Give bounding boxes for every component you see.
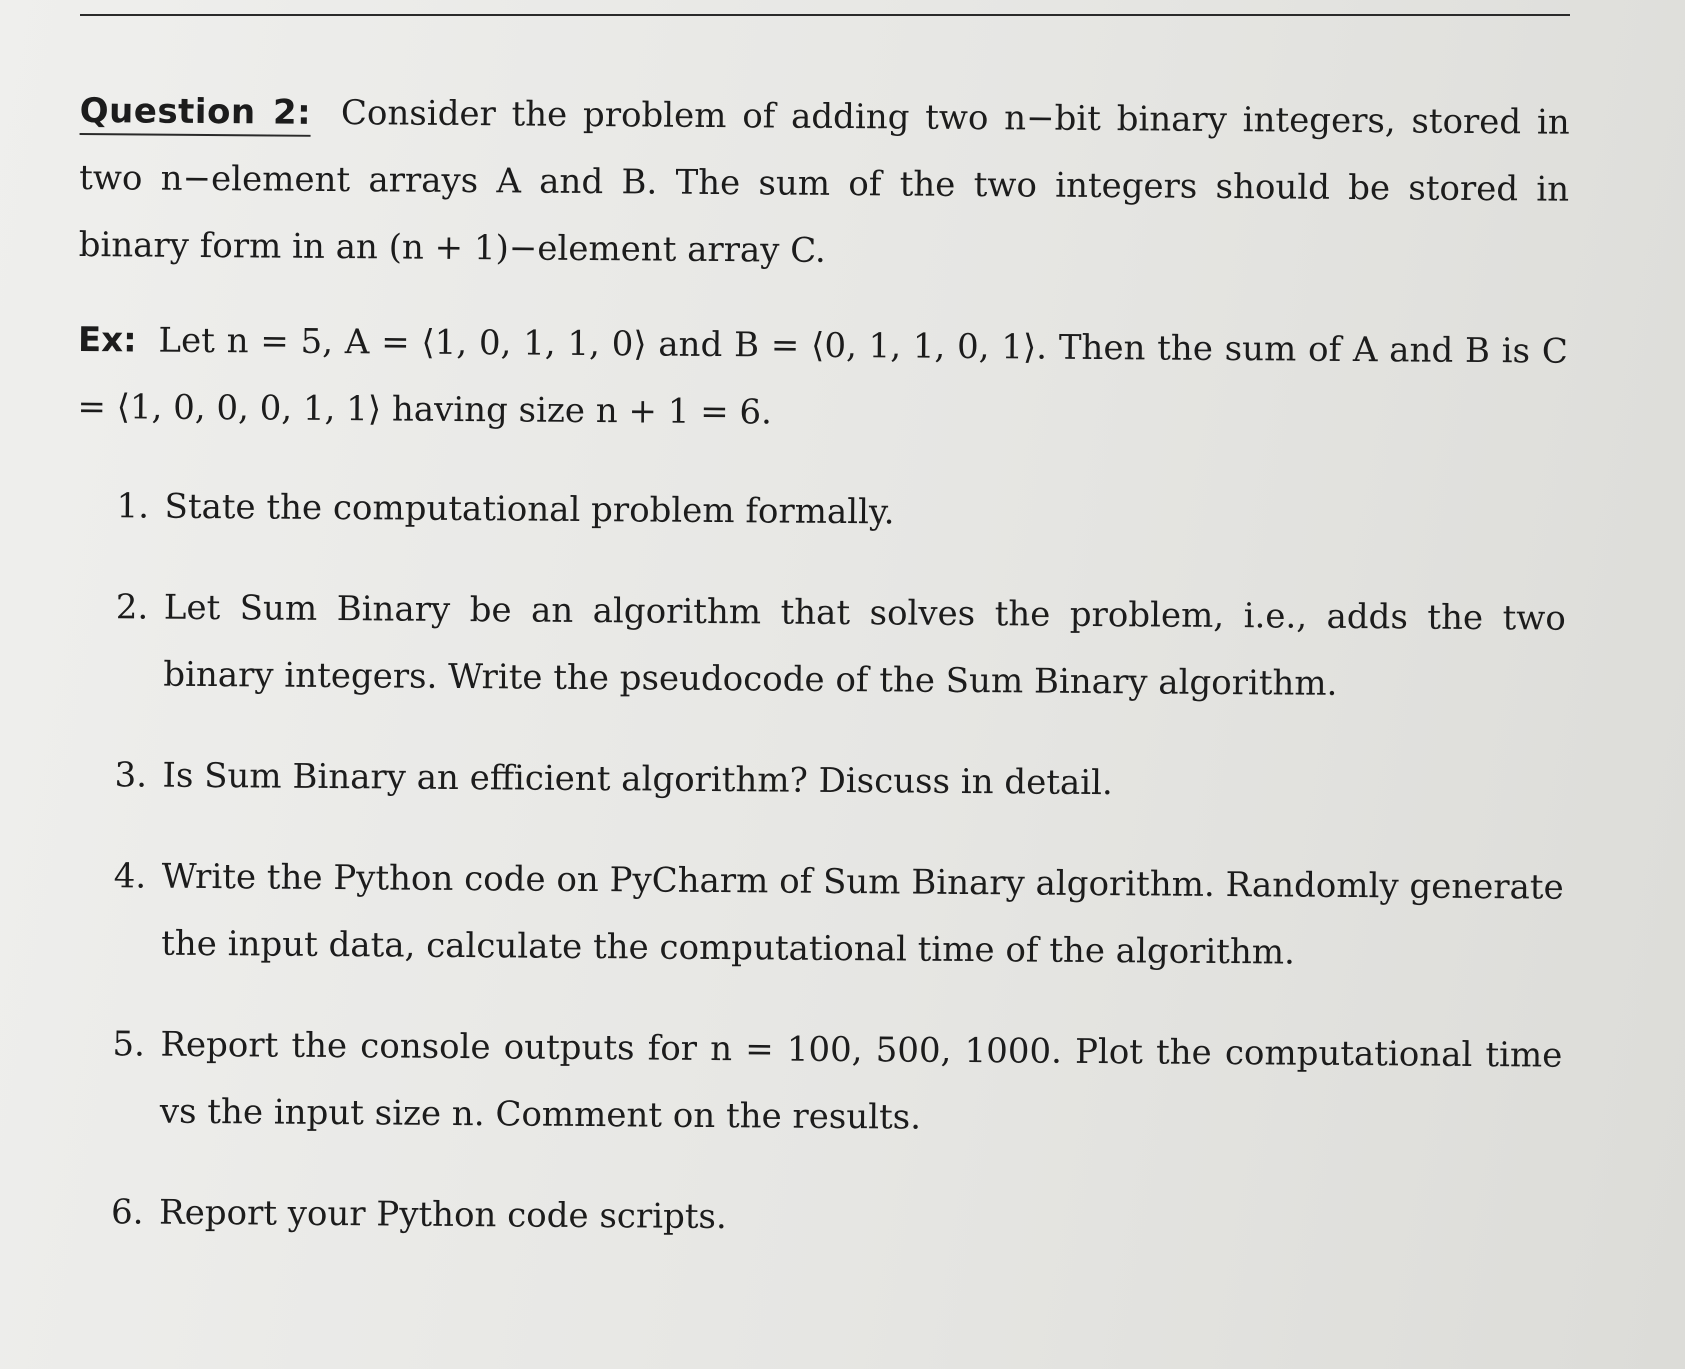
- list-item: [71, 1179, 1561, 1258]
- task-text: Report the console outputs for n = 100, 500, 1000. Plot the computational time vs the input size n. Comment on the results.: [159, 1024, 1563, 1138]
- task-number: 2.: [115, 587, 149, 628]
- question-text: Consider the problem of adding two n−bit binary integers, stored in two n−element arrays A and B. The sum of the two integers should be stored in binary form in an (n + 1)−element array C.: [78, 93, 1570, 271]
- list-item: [72, 1011, 1563, 1157]
- list-item: [76, 473, 1566, 552]
- task-text: Report your Python code scripts.: [158, 1192, 727, 1238]
- question-heading: Question 2:: [80, 91, 312, 137]
- question-content: [71, 78, 1570, 1292]
- header-rule: [80, 14, 1570, 16]
- task-number: 1.: [116, 486, 150, 527]
- question-paragraph: [78, 78, 1570, 291]
- example-heading: Ex:: [77, 319, 137, 361]
- task-number: 6.: [110, 1192, 144, 1233]
- task-number: 4.: [113, 856, 147, 897]
- example-paragraph: [77, 307, 1568, 453]
- task-list: [71, 473, 1567, 1258]
- list-item: [74, 742, 1564, 821]
- task-text: State the computational problem formally.: [164, 486, 895, 533]
- example-text: Let n = 5, A = ⟨1, 0, 1, 1, 0⟩ and B = ⟨0, 1, 1, 0, 1⟩. Then the sum of A and B is C = ⟨1, 0, 0, 0, 1, 1⟩ having size n + 1 = 6.: [77, 320, 1569, 433]
- task-text: Is Sum Binary an efficient algorithm? Discuss in detail.: [162, 755, 1113, 804]
- task-number: 5.: [112, 1024, 146, 1065]
- list-item: [73, 843, 1564, 989]
- task-text: Write the Python code on PyCharm of Sum Binary algorithm. Randomly generate the input data, calculate the computational time of the algorithm.: [161, 856, 1564, 973]
- task-number: 3.: [114, 755, 148, 796]
- task-text: Let Sum Binary be an algorithm that solves the problem, i.e., adds the two binary integers. Write the pseudocode of the Sum Binary algorithm.: [163, 587, 1566, 704]
- list-item: [75, 574, 1566, 720]
